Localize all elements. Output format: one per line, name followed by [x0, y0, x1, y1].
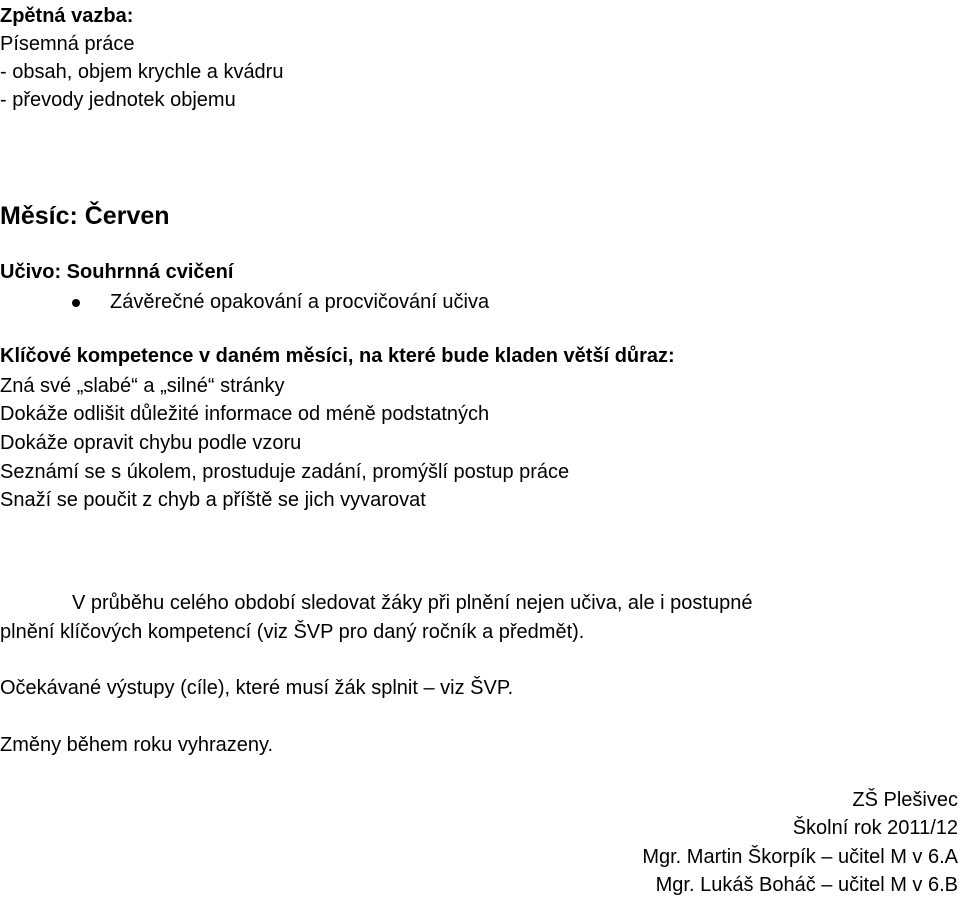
feedback-line: - převody jednotek objemu: [0, 89, 236, 111]
expected-outputs-text: Očekávané výstupy (cíle), které musí žák splnit – viz ŠVP.: [0, 677, 514, 699]
note-paragraph-line: plnění klíčových kompetencí (viz ŠVP pro daný ročník a předmět).: [0, 621, 585, 643]
bullet-text: Závěrečné opakování a procvičování učiva: [110, 291, 490, 313]
teacher-line: Mgr. Lukáš Boháč – učitel M v 6.B: [655, 874, 958, 896]
competence-item: Snaží se poučit z chyb a příště se jich vyvarovat: [0, 489, 426, 511]
feedback-heading: Zpětná vazba:: [0, 5, 134, 27]
competence-item: Seznámí se s úkolem, prostuduje zadání, promýšlí postup práce: [0, 461, 570, 483]
feedback-line: Písemná práce: [0, 33, 135, 55]
school-year: Školní rok 2011/12: [792, 817, 958, 839]
feedback-line: - obsah, objem krychle a kvádru: [0, 61, 284, 83]
school-name: ZŠ Plešivec: [852, 789, 958, 811]
month-heading: Měsíc: Červen: [0, 202, 170, 230]
note-paragraph-line: V průběhu celého období sledovat žáky při plnění nejen učiva, ale i postupné: [72, 592, 753, 614]
competence-item: Zná své „slabé“ a „silné“ stránky: [0, 375, 285, 397]
competence-item: Dokáže odlišit důležité informace od méně podstatných: [0, 403, 490, 425]
bullet-icon: [72, 299, 80, 307]
changes-note: Změny během roku vyhrazeny.: [0, 734, 274, 756]
competence-item: Dokáže opravit chybu podle vzoru: [0, 432, 302, 454]
competences-heading: Klíčové kompetence v daném měsíci, na které bude kladen větší důraz:: [0, 345, 675, 367]
curriculum-heading: Učivo: Souhrnná cvičení: [0, 261, 234, 283]
teacher-line: Mgr. Martin Škorpík – učitel M v 6.A: [642, 846, 958, 868]
